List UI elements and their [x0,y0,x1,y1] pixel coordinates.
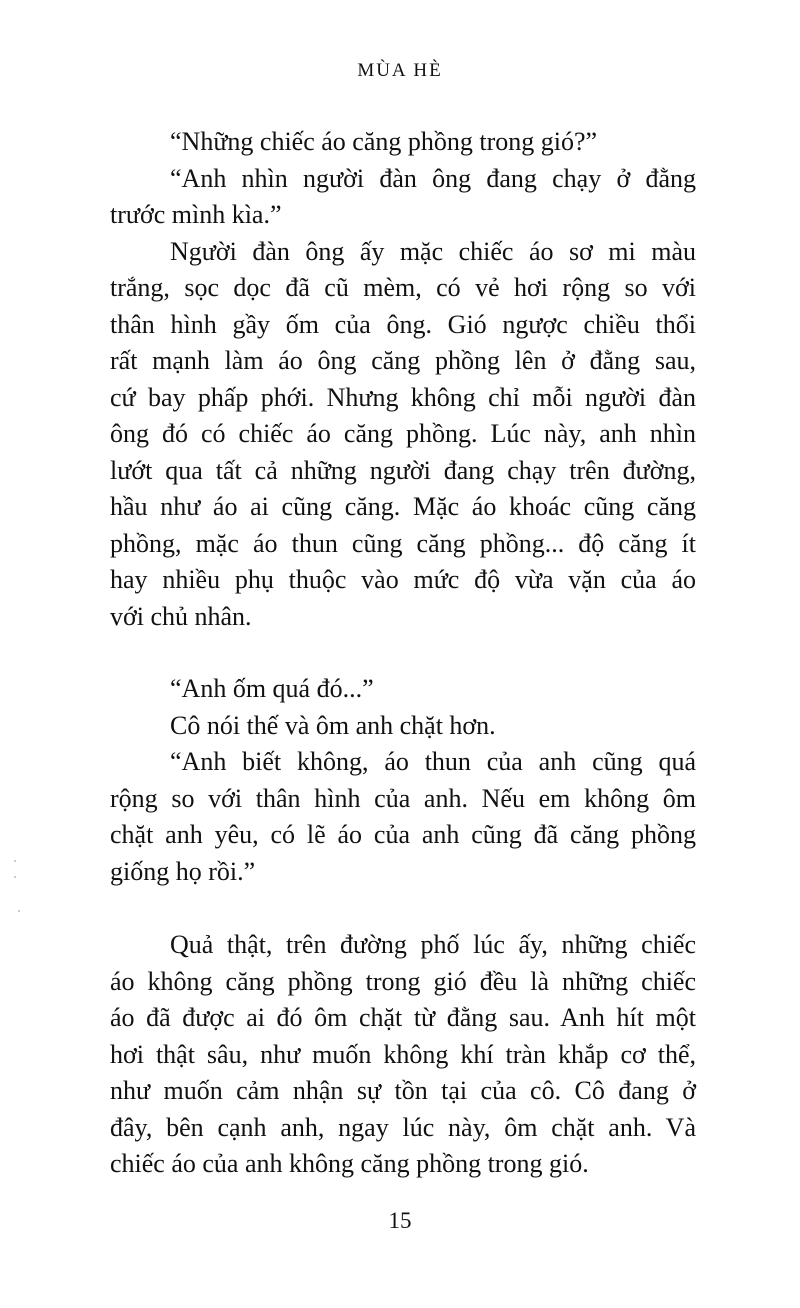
paragraph-line: hay nhiều phụ thuộc vào mức độ vừa vặn của áo [110,565,696,594]
running-head-title: MÙA HÈ [357,60,443,81]
paragraph-line: áo không căng phồng trong gió đều là những chiếc [110,966,696,996]
paragraph-line: như muốn cảm nhận sự tồn tại của cô. Cô đang ở [110,1076,696,1105]
dialogue-line: “Anh ốm quá đó...” [170,674,374,703]
dialogue-line: “Anh biết không, áo thun của anh cũng quá [170,747,696,776]
scan-speck [14,876,16,878]
paragraph-line: Quả thật, trên đường phố lúc ấy, những chiếc [170,930,696,959]
paragraph-line: cứ bay phấp phới. Nhưng không chỉ mỗi người đàn [110,382,696,412]
text-section-1 [110,124,696,635]
scan-speck [18,910,20,912]
text-section-2 [110,671,696,890]
paragraph-line: trắng, sọc dọc đã cũ mèm, có vẻ hơi rộng so với [110,273,696,302]
paragraph-line: phồng, mặc áo thun cũng căng phồng... độ căng ít [110,528,696,558]
paragraph-line: Người đàn ông ấy mặc chiếc áo sơ mi màu [170,236,696,266]
paragraph-line: thân hình gầy ốm của ông. Gió ngược chiều thổi [110,309,696,339]
scan-speck [14,860,16,862]
paragraph-line: đây, bên cạnh anh, ngay lúc này, ôm chặt anh. Và [110,1112,696,1142]
dialogue-line: “Những chiếc áo căng phồng trong gió?” [170,127,598,156]
page-number: 15 [388,1208,412,1233]
dialogue-line: chặt anh yêu, có lẽ áo của anh cũng đã căng phồng [110,820,696,849]
paragraph-line: áo đã được ai đó ôm chặt từ đằng sau. Anh hít một [110,1003,696,1032]
dialogue-line: “Anh nhìn người đàn ông đang chạy ở đằng [170,163,696,193]
paragraph-line: hơi thật sâu, như muốn không khí tràn khắp cơ thể, [110,1039,696,1069]
paragraph-line: ông đó có chiếc áo căng phồng. Lúc này, anh nhìn [110,419,696,448]
dialogue-line: giống họ rồi.” [110,856,256,886]
paragraph-line: Cô nói thế và ôm anh chặt hơn. [170,710,496,740]
paragraph-line: hầu như áo ai cũng căng. Mặc áo khoác cũng căng [110,492,696,521]
text-section-3 [110,927,696,1183]
dialogue-line: trước mình kìa.” [110,200,282,229]
dialogue-line: rộng so với thân hình của anh. Nếu em không ôm [110,783,696,813]
paragraph-line: với chủ nhân. [110,601,252,631]
paragraph-line: chiếc áo của anh không căng phồng trong gió. [110,1149,589,1178]
paragraph-line: lướt qua tất cả những người đang chạy trên đường, [110,455,696,485]
paragraph-line: rất mạnh làm áo ông căng phồng lên ở đằng sau, [110,346,696,375]
